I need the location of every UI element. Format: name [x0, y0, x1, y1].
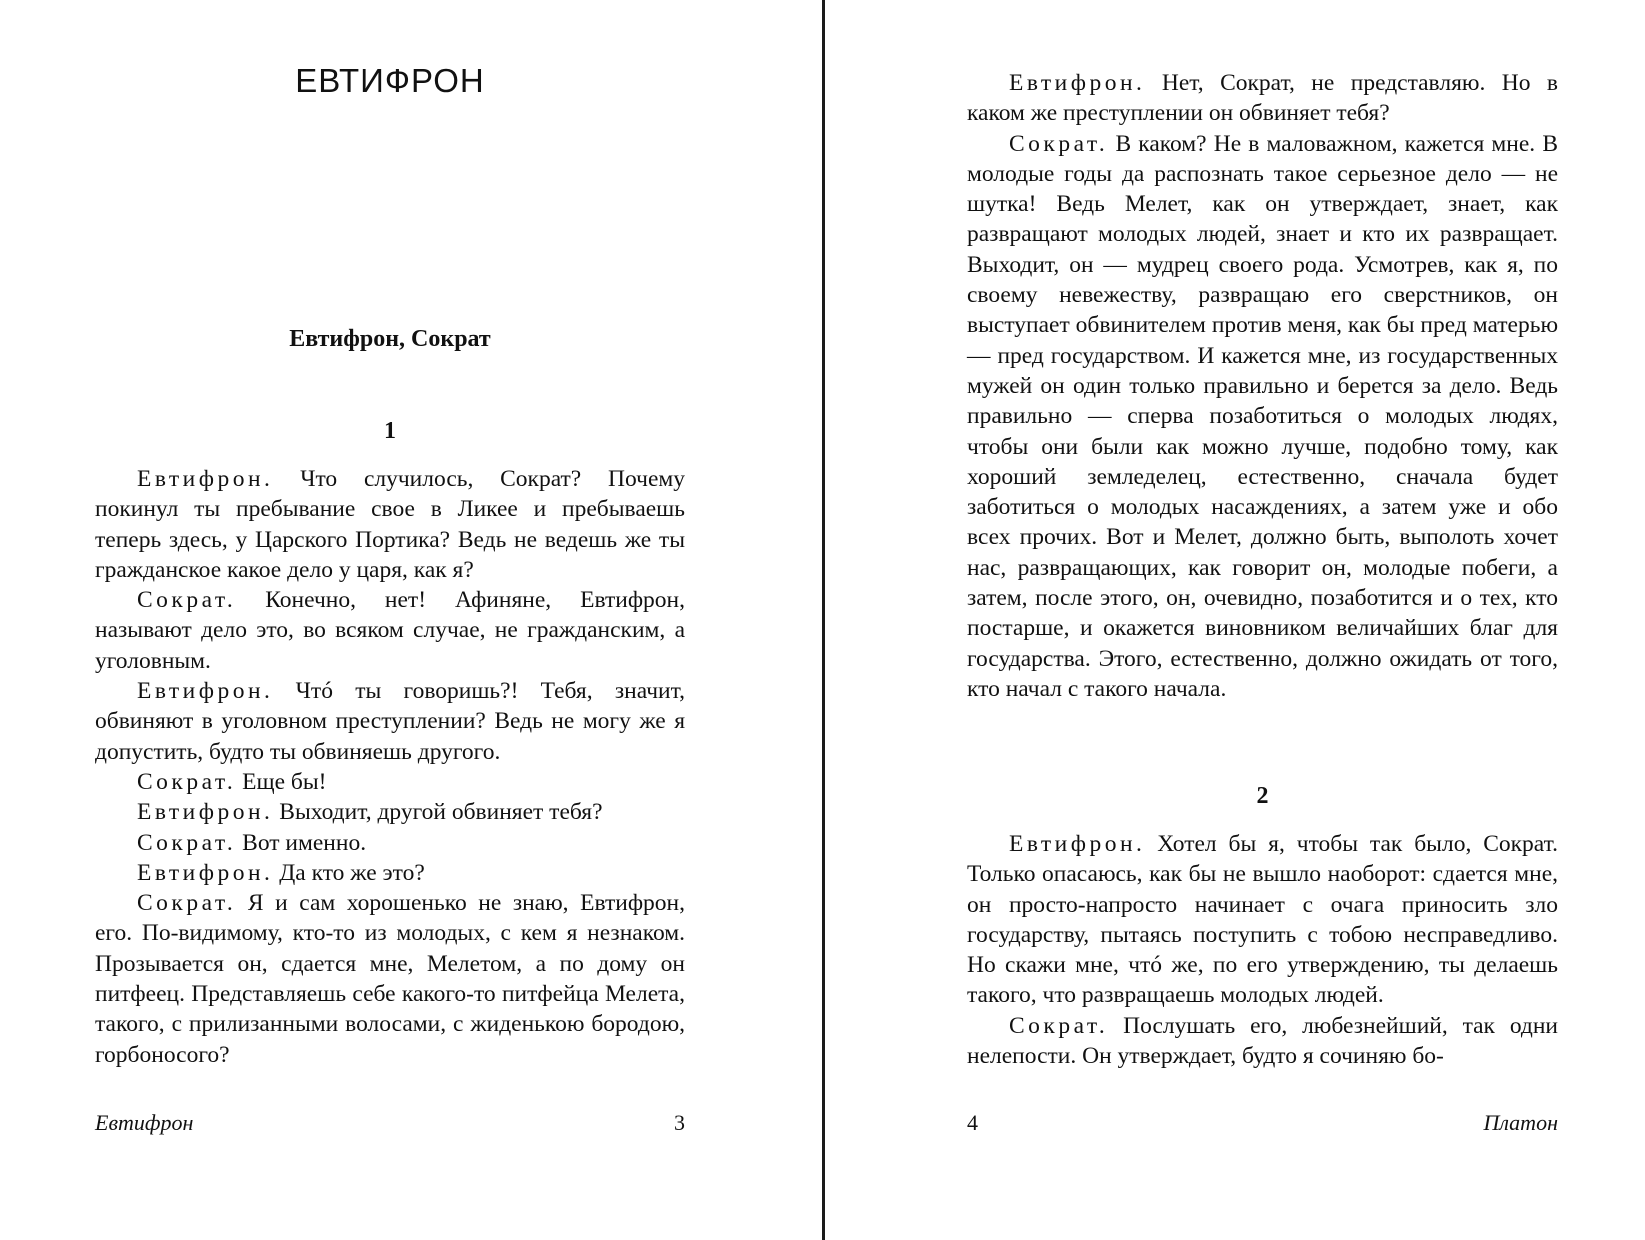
- dialogue-paragraph: [95, 767, 685, 797]
- right-page: [967, 0, 1558, 1240]
- speech-text: Конечно, нет! Афиняне, Евтифрон, называют дело это, во всяком случае, не гражданским, а уголовным.: [95, 587, 685, 674]
- running-title: Платон: [1483, 1110, 1558, 1135]
- dialogue-paragraph: [95, 888, 685, 1070]
- speaker-name: Евтифрон.: [137, 859, 274, 886]
- dialogue-paragraph: [967, 829, 1558, 1011]
- dialogue-paragraph: [967, 129, 1558, 705]
- dialogue-text: [95, 464, 685, 1070]
- speech-text: Еще бы!: [242, 768, 327, 795]
- speaker-name: Евтифрон.: [137, 466, 274, 492]
- speaker-name: Сократ.: [137, 587, 237, 614]
- dialogue-paragraph: [95, 858, 685, 888]
- section-number: 2: [1256, 783, 1269, 809]
- speaker-name: Сократ.: [1009, 1012, 1109, 1039]
- speech-text: Что случилось, Сократ? Почему покинул ты пребывание свое в Ликее и пребываешь теперь здесь, у Царского Портика? Ведь не ведешь же ты гражданское какое дело у царя, как я?: [95, 466, 686, 583]
- dialogue-paragraph: [967, 1011, 1558, 1072]
- page-number: 3: [674, 1110, 685, 1135]
- speaker-name: Сократ.: [137, 829, 237, 856]
- dialogue-text: [967, 68, 1558, 704]
- dialogue-paragraph: [95, 585, 685, 676]
- speech-text: Да кто же это?: [279, 859, 425, 886]
- running-title: Евтифрон: [95, 1110, 194, 1135]
- section-number: 1: [384, 418, 396, 444]
- speech-text: Я и сам хорошенько не знаю, Евтифрон, его. По-видимому, кто-то из молодых, с кем я незнаком. Прозывается он, сдается мне, Мелетом, а по дому он питфеец. Представляешь себе какого-то питфейца Мелета, такого, с прилизанными волосами, с жиденькою бородою, горбоносого?: [95, 890, 685, 1068]
- speech-text: Хотел бы я, чтобы так было, Сократ. Только опасаюсь, как бы не вышло наоборот: сдается мне, он просто-напросто начинает с очага приносить зло государству, пытаясь поступить с тобою несправедливо. Но скажи мне, чтó же, по его утверждению, ты делаешь такого, что развращаешь молодых людей.: [967, 831, 1559, 1009]
- dialogue-paragraph: [95, 676, 685, 767]
- dialogue-paragraph: [95, 797, 685, 827]
- speech-text: Чтó ты говоришь?! Тебя, значит, обвиняют в уголовном преступлении? Ведь не могу же я допустить, будто ты обвиняешь другого.: [95, 678, 685, 765]
- dialogue-paragraph: [95, 464, 685, 585]
- speaker-name: Сократ.: [137, 768, 237, 795]
- page-gutter-divider: [822, 0, 825, 1240]
- dialogue-paragraph: [95, 828, 685, 858]
- dialogue-text: [967, 829, 1558, 1071]
- speaker-name: Евтифрон.: [137, 678, 274, 705]
- page-number: 4: [967, 1110, 978, 1135]
- speaker-name: Евтифрон.: [1009, 831, 1146, 857]
- left-page: [95, 0, 685, 1240]
- speech-text: Нет, Сократ, не представляю. Но в каком же преступлении он обвиняет тебя?: [967, 70, 1559, 127]
- speech-text: В каком? Не в маловажном, кажется мне. В молодые годы да распознать такое серьезное дело — не шутка! Ведь Мелет, как он утверждает, знает, как развращают молодых людей, знает и кто их развращает. Выходит, он — мудрец своего рода. Усмотрев, как я, по своему невежеству, развращаю его сверстников, он выступает обвинителем против меня, как бы пред матерью — пред государством. И кажется мне, из государственных мужей он один только правильно и берется за дело. Ведь правильно — сперва позаботиться о молодых людях, чтобы они были как можно лучше, подобно тому, как хороший земледелец, естественно, сначала будет заботиться о молодых насаждениях, а затем уже и обо всех прочих. Вот и Мелет, должно быть, выполоть хочет нас, развращающих, как говорит он, молодые побеги, а затем, после этого, он, очевидно, позаботится и о тех, кто постарше, и окажется виновником величайших благ для государства. Этого, естественно, должно ожидать от того, кто начал с такого начала.: [967, 130, 1558, 702]
- dialogue-paragraph: [967, 68, 1558, 129]
- speech-text: Вот именно.: [242, 829, 367, 856]
- speech-text: Выходит, другой обвиняет тебя?: [279, 799, 603, 826]
- book-title: ЕВТИФРОН: [295, 62, 485, 99]
- speech-text: Послушать его, любезнейший, так одни нелепости. Он утверждает, будто я сочиняю бо-: [967, 1012, 1559, 1070]
- speaker-name: Сократ.: [137, 890, 237, 917]
- speaker-name: Евтифрон.: [1009, 70, 1146, 96]
- dramatis-personae: Евтифрон, Сократ: [289, 326, 491, 352]
- speaker-name: Сократ.: [1009, 130, 1109, 157]
- speaker-name: Евтифрон.: [137, 799, 274, 826]
